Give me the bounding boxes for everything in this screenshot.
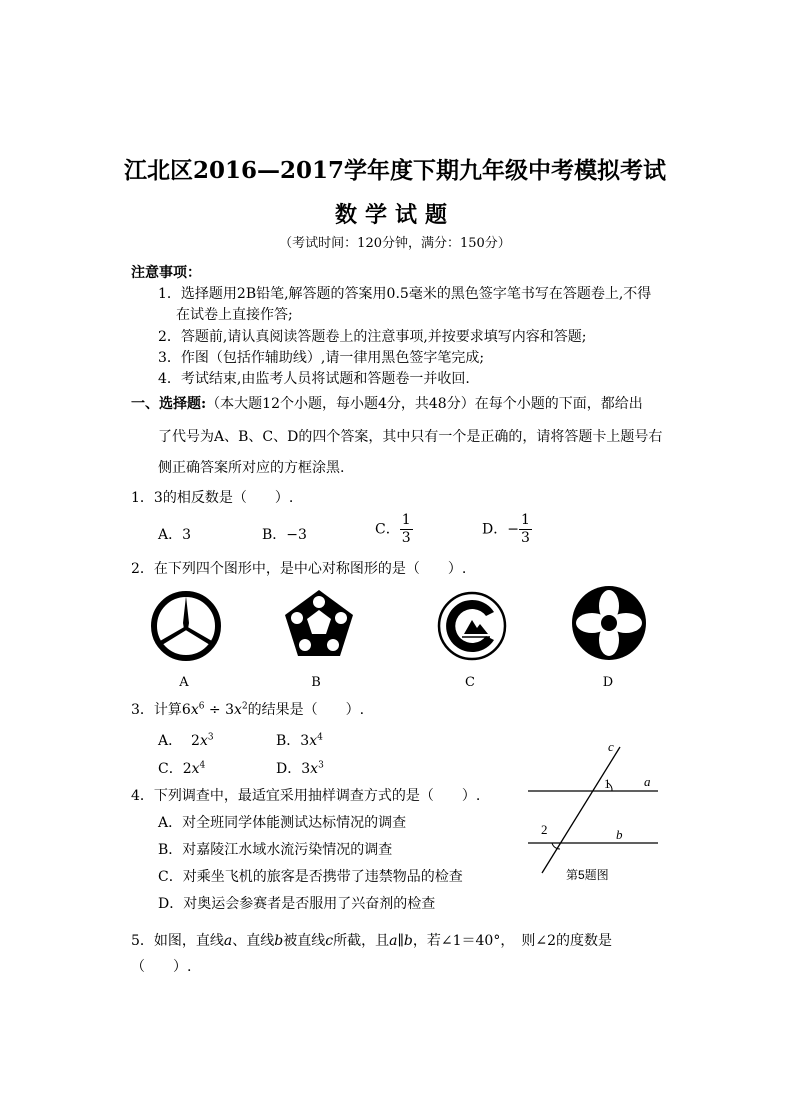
subject-title: 数学试题 bbox=[334, 202, 455, 228]
q1-option-d bbox=[482, 512, 532, 547]
q3-option-d-label: D． bbox=[276, 761, 302, 777]
exam-info: （考试时间：120分钟，满分：150分） bbox=[279, 236, 511, 251]
q5-text-5: ，若∠1＝40°， 则∠2的度数是 bbox=[412, 933, 612, 949]
q1-option-b: B．−3 bbox=[262, 527, 307, 543]
section-1-label: 选择题: bbox=[159, 396, 207, 412]
exam-title: 江北区2016—2017学年度下期九年级中考模拟考试 bbox=[123, 157, 667, 184]
section-1-line-1 bbox=[131, 393, 643, 413]
notice-item-4: 4．考试结束,由监考人员将试题和答题卷一并收回. bbox=[158, 371, 470, 387]
q5-text-2: 、直线 bbox=[232, 933, 275, 949]
notice-item-2: 2．答题前,请认真阅读答题卷上的注意事项,并按要求填写内容和答题; bbox=[158, 329, 587, 345]
q5-text-1: 5．如图，直线 bbox=[131, 933, 224, 949]
figure-d-label: D bbox=[602, 675, 614, 690]
q3-option-d: D．$3x^3$ bbox=[276, 760, 324, 777]
figure-c-label: C bbox=[465, 675, 475, 690]
fraction-denominator: 3 bbox=[520, 530, 530, 546]
q3-stem: 3．计算$6x^6 \div 3x^2$的结果是（ ）. bbox=[131, 701, 365, 718]
figure-a-label: A bbox=[179, 675, 189, 690]
q3-stem-suffix: 的结果是（ ）. bbox=[247, 702, 365, 718]
angle-1-label: 1 bbox=[604, 776, 611, 791]
notice-heading: 注意事项： bbox=[131, 265, 201, 281]
q3-option-a-label: A． bbox=[158, 733, 183, 749]
figure-c-logo-icon bbox=[436, 590, 508, 662]
q5-figure-caption: 第5题图 bbox=[566, 868, 609, 882]
notice-item-1: 1．选择题用2B铅笔,解答题的答案用0.5毫米的黑色签字笔书写在答题卷上,不得 bbox=[158, 286, 652, 302]
q3-option-a: A． $2x^3$ bbox=[158, 732, 214, 749]
section-1-line-2: 了代号为A、B、C、D的四个答案，其中只有一个是正确的，请将答题卡上题号右 bbox=[158, 429, 663, 445]
label-c: c bbox=[608, 739, 614, 754]
figure-a-three-pointed-star-icon bbox=[150, 590, 222, 662]
q1-option-d-prefix: D． bbox=[482, 521, 508, 538]
q4-stem: 4．下列调查中，最适宜采用抽样调查方式的是（ ）. bbox=[131, 788, 481, 804]
q3-option-b-label: B． bbox=[276, 733, 301, 749]
fraction-one-third bbox=[519, 512, 532, 547]
q1-option-c-prefix: C． bbox=[375, 521, 400, 538]
section-1-text-1: （本大题12个小题，每小题4分，共48分）在每个小题的下面，都给出 bbox=[206, 396, 643, 412]
q4-option-c: C．对乘坐飞机的旅客是否携带了违禁物品的检查 bbox=[158, 869, 463, 885]
line-c bbox=[542, 747, 620, 873]
figure-b-label: B bbox=[311, 675, 321, 690]
q4-option-b: B．对嘉陵江水域水流污染情况的调查 bbox=[158, 842, 393, 858]
q3-option-c: C．$2x^4$ bbox=[158, 760, 206, 777]
q1-option-a: A．3 bbox=[158, 527, 192, 543]
label-b: b bbox=[616, 827, 623, 842]
q1-option-c bbox=[375, 512, 413, 547]
fraction-numerator: 1 bbox=[401, 512, 411, 528]
figure-d-four-petal-icon bbox=[570, 584, 648, 662]
notice-item-1-cont: 在试卷上直接作答; bbox=[176, 307, 293, 323]
figure-b-pentagon-flower-icon bbox=[283, 588, 355, 662]
q5-figure-parallel-lines-diagram bbox=[520, 735, 670, 885]
q3-option-b: B．$3x^4$ bbox=[276, 732, 323, 749]
q5-text-3: 被直线 bbox=[283, 933, 326, 949]
q5-stem-line-1: 5．如图，直线a、直线b被直线c所截，且a∥b，若∠1＝40°， 则∠2的度数是 bbox=[131, 933, 612, 949]
section-1-line-3: 侧正确答案所对应的方框涂黑. bbox=[158, 460, 345, 476]
q3-option-c-label: C． bbox=[158, 761, 183, 777]
q5-text-4: 所截，且 bbox=[333, 933, 390, 949]
q1-stem: 1．3的相反数是（ ）. bbox=[131, 490, 294, 506]
fraction-denominator: 3 bbox=[401, 530, 411, 546]
q3-stem-prefix: 3．计算 bbox=[131, 702, 182, 718]
fraction-numerator: 1 bbox=[520, 512, 530, 528]
q5-stem-line-2: （ ）. bbox=[131, 959, 192, 975]
label-a: a bbox=[644, 774, 651, 789]
q1-option-d-sign: − bbox=[507, 521, 519, 538]
q4-option-a: A．对全班同学体能测试达标情况的调查 bbox=[158, 815, 407, 831]
section-1-prefix: 一、 bbox=[131, 396, 159, 412]
fraction-one-third bbox=[400, 512, 413, 547]
q4-option-d: D．对奥运会参赛者是否服用了兴奋剂的检查 bbox=[158, 896, 436, 912]
q2-stem: 2．在下列四个图形中，是中心对称图形的是（ ）. bbox=[131, 561, 467, 577]
angle-2-label: 2 bbox=[541, 822, 548, 837]
notice-item-3: 3．作图（包括作辅助线）,请一律用黑色签字笔完成; bbox=[158, 350, 485, 366]
